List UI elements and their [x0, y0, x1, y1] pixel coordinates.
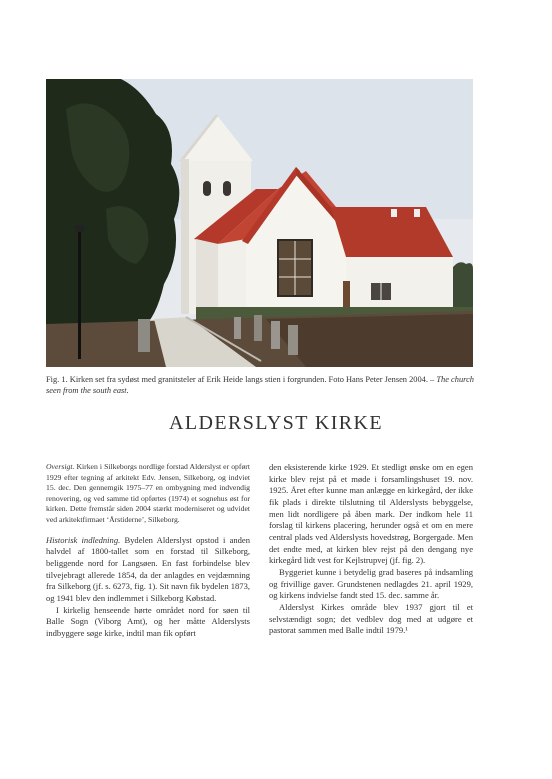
overview-paragraph	[46, 462, 250, 526]
page-title: ALDERSLYST KIRKE	[169, 412, 383, 434]
caption-english: The church seen from the south east.	[46, 375, 474, 396]
right-paragraph-2: Byggeriet kunne i betydelig grad baseres på indsamling og frivillige gaver. Grundstenen nedlagdes 21. april 1929, og kirkens indvielse fandt sted 15. dec. samme år.	[269, 566, 473, 601]
left-column	[46, 462, 250, 639]
figure-caption	[46, 374, 474, 397]
right-column	[269, 462, 473, 637]
history-lead: Historisk indledning.	[46, 534, 121, 545]
caption-text: Fig. 1. Kirken set fra sydøst med granitsteler af Erik Heide langs stien i forgrunden. Foto Hans Peter Jensen 2004. –	[46, 375, 435, 384]
parish-paragraph: I kirkelig henseende hørte området nord for søen til Balle Sogn (Viborg Amt), og her måtte Alderslysts indbyggere søge kirke, indtil man fik opført	[46, 604, 250, 638]
overview-lead: Oversigt.	[46, 462, 75, 471]
overview-text: Kirken i Silkeborgs nordlige forstad Alderslyst er opført 1929 efter tegning af arkitekt Edv. Jensen, Silkeborg, og indviet 15. dec. Den gennemgik 1975–77 en ombygning med indvendig renovering, og ved samme tid opførtes (1974) et sognehus øst for kirken. Dette fremstår siden 2004 stærkt moderniseret og udvidet ved arkitektfirmaet ‘Årstiderne’, Silkeborg.	[46, 462, 250, 524]
church-photo	[46, 79, 473, 367]
history-paragraph	[46, 535, 250, 605]
history-text: Bydelen Alderslyst opstod i anden halvdel af 1800-tallet som en forstad til Silkeborg, beliggende nord for Langsøen. En fast forbindelse blev tilvejebragt allerede 1854, da der anlagdes en vejdæmning fra Silkeborg (jf. s. 6273, fig. 1). Sit navn fik bydelen 1873, og 1941 blev den indlemmet i Silkeborg Købstad.	[46, 534, 250, 603]
right-paragraph-3: Alderslyst Kirkes område blev 1937 gjort til et selvstændigt sogn; det vedblev dog med at udgøre et pastorat sammen med Balle indtil 1979.¹	[269, 601, 473, 636]
right-paragraph-1: den eksisterende kirke 1929. Et stedligt ønske om en egen kirke blev rejst på et møde i forsamlingshuset 19. nov. 1925. Året efter kunne man anlægge en kirkegård, der ikke fik plads i direkte tilslutning til Alderslysts bebyggelse, men lidt nordligere på åben mark. Der indkom hele 11 forslag til kirkens placering, herunder også et om en mere central plads ved Alderslysts hovedstrøg, Borgergade. Men det endte med, at kirken blev rejst på den dengang nye kirkegård lidt vest for Kejlstrupvej (jf. fig. 2).	[269, 462, 473, 566]
